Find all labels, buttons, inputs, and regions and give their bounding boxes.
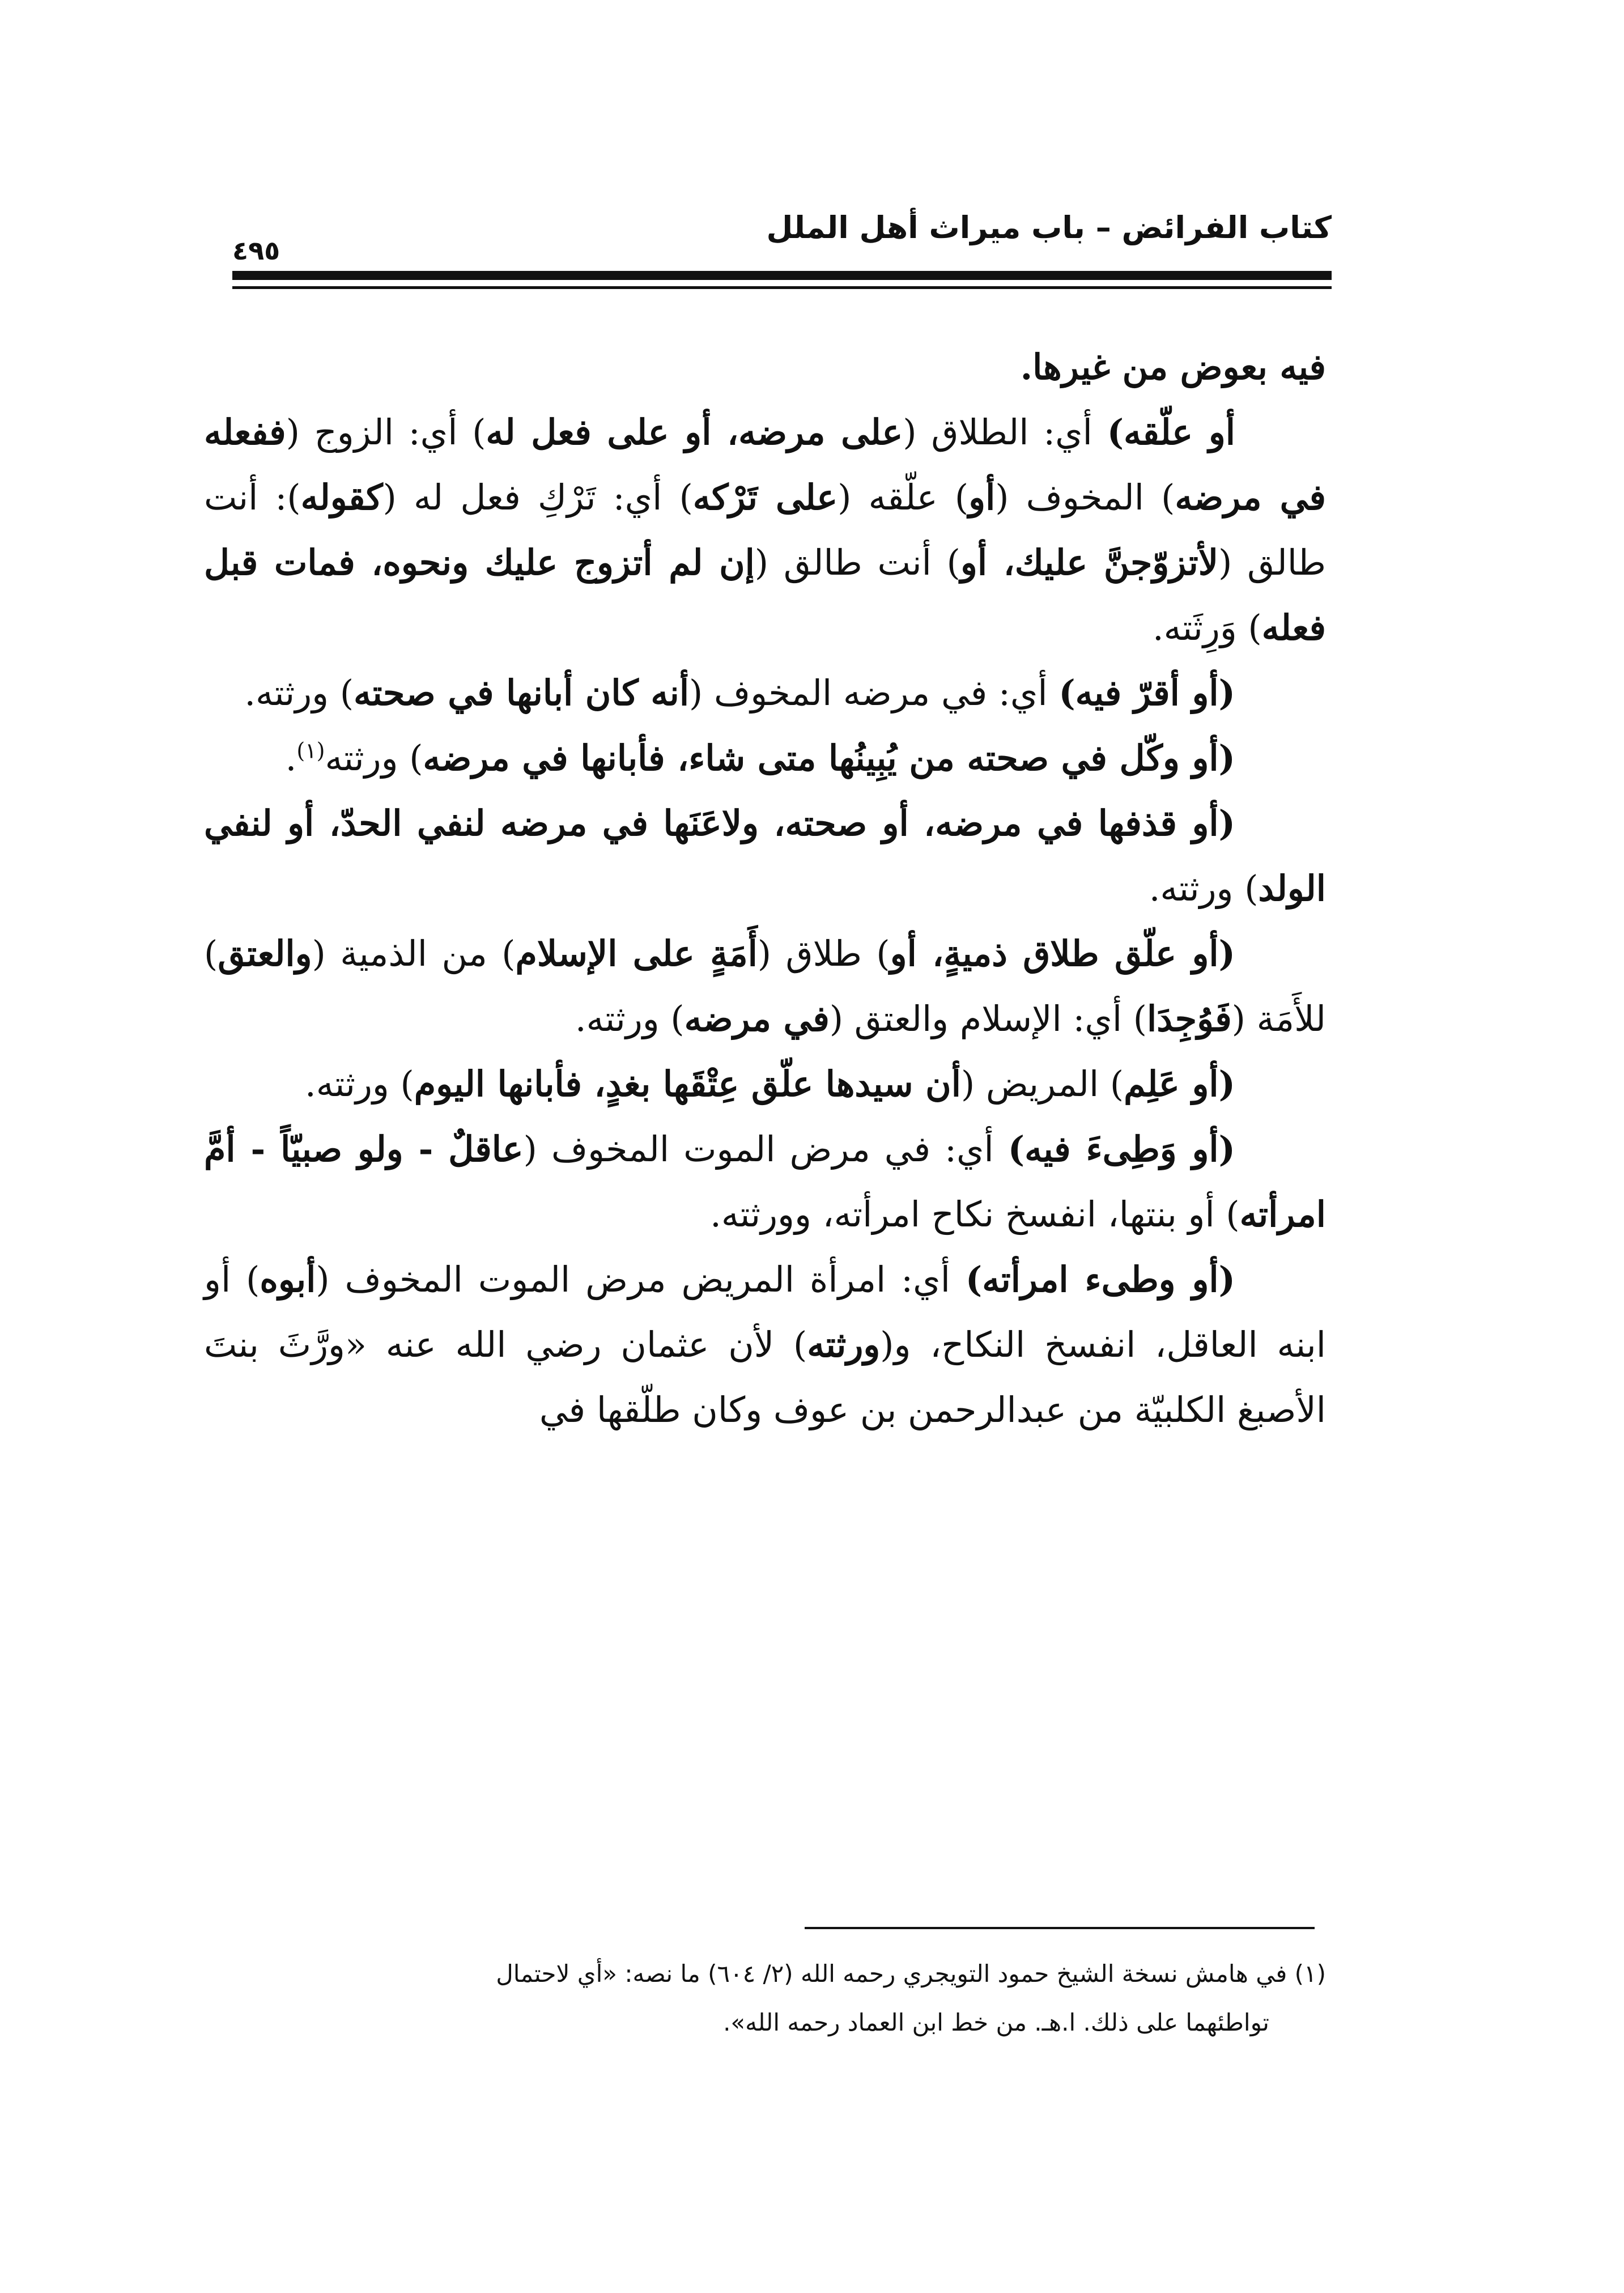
footnotes [204,1950,1326,2047]
p3-seg-b: أي: في مرضه المخوف ( [689,672,1059,714]
p2-seg-k: كقوله [300,477,383,518]
p9-seg-b: أي: امرأة المريض مرض الموت المخوف ( [316,1259,966,1300]
p9-seg-f: ) لأن عثمان رضي الله عنه «ورَّثَ بنتَ الأصبغ الكلبيّة من عبدالرحمن بن عوف وكان طلّقها في [204,1324,1326,1430]
page-number: ٤٩٥ [232,235,280,266]
p2-seg-d: ) أي: الزوج ( [286,411,486,453]
paragraph-7 [204,1051,1326,1116]
p4-seg-a: (أو وكّل في صحته من يُبِينُها متى شاء، فأبانها في مرضه [423,737,1235,779]
p2-seg-o: إن لم أتزوج عليك ونحوه، فمات قبل فعله [204,542,1326,648]
p9-seg-a: (أو وطىء امرأته) [965,1259,1235,1300]
p6-seg-f: ) للأَمَة ( [204,933,1326,1039]
p6-seg-e: والعتق [218,933,312,974]
p2-seg-m: لأتزوّجنَّ عليك، أو [960,542,1219,583]
paragraph-1 [204,334,1326,400]
p6-seg-g: فَوُجِدَا [1147,998,1232,1039]
footnote-line-2: تواطئهما على ذلك. ا.هـ. من خط ابن العماد رحمه الله». [723,2009,1269,2036]
p4-seg-c: . [285,737,297,779]
footnote-line-1: (١) في هامش نسخة الشيخ حمود التويجري رحمه الله (٢/ ٦٠٤) ما نصه: «أي لاحتمال [496,1960,1326,1988]
p6-seg-i: في مرضه [684,998,830,1039]
p3-seg-a: (أو أقرّ فيه) [1058,672,1235,714]
p7-seg-b: ) المريض ( [960,1063,1124,1105]
p2-seg-c: على مرضه، أو على فعل له [486,411,903,453]
p1-text: فيه بعوض من غيرها. [1020,346,1326,388]
p4-seg-b: ) ورثته [325,737,423,779]
p6-seg-a: (أو علّق طلاق ذميةٍ، أو [890,933,1235,974]
p2-seg-f: ) المخوف ( [995,477,1175,518]
p9-seg-c: أبوه [260,1259,316,1300]
header-rule-thick [232,271,1332,280]
p3-seg-d: ) ورثته. [244,672,354,714]
p7-seg-a: (أو عَلِم [1124,1063,1235,1105]
p9-seg-e: ورثته [807,1324,881,1365]
paragraph-8 [204,1116,1326,1247]
running-title: كتاب الفرائض – باب ميراث أهل الملل [766,210,1332,245]
p6-seg-h: ) أي: الإسلام والعتق ( [829,998,1147,1039]
p8-seg-d: ) أو بنتها، انفسخ نكاح امرأته، وورثته. [710,1194,1240,1235]
p3-seg-c: أنه كان أبانها في صحته [354,672,690,714]
p8-seg-a: (أو وَطِىءَ فيه) [1007,1128,1235,1170]
p6-seg-c: أَمَةٍ على الإسلام [515,933,758,974]
p2-seg-p: ) وَرِثَته. [1152,607,1262,648]
p8-seg-c: عاقلٌ - ولو صبيّاً - أمَّ امرأته [204,1128,1326,1235]
paragraph-6 [204,921,1326,1051]
p2-seg-l: ): أنت طالق ( [204,477,1326,583]
p2-seg-h: ) علّقه ( [837,477,969,518]
p7-seg-d: ) ورثته. [305,1063,414,1105]
footnote-separator [805,1927,1315,1929]
paragraph-3 [204,660,1326,725]
paragraph-2 [204,400,1326,660]
p7-seg-c: أن سيدها علّق عِتْقَها بغدٍ، فأبانها اليوم [414,1063,961,1105]
p5-seg-b: ) ورثته. [1149,868,1259,909]
page-header [232,187,1332,278]
p2-seg-g: أو [968,477,996,518]
p6-seg-b: ) طلاق ( [757,933,890,974]
p5-seg-a: (أو قذفها في مرضه، أو صحته، ولاعَنَها في مرضه لنفي الحدّ، أو لنفي الولد [204,802,1326,909]
paragraph-5 [204,791,1326,921]
p9-seg-d: ) أو ابنه العاقل، انفسخ النكاح، و( [204,1259,1326,1365]
footnote-ref-1: (١) [296,738,325,763]
paragraph-9 [204,1247,1326,1442]
p6-seg-j: ) ورثته. [575,998,685,1039]
p2-seg-j: ) أي: تَرْكِ فعل له ( [382,477,693,518]
p6-seg-d: ) من الذمية ( [312,933,516,974]
p8-seg-b: أي: في مرض الموت المخوف ( [523,1128,1008,1170]
main-text [204,334,1326,1442]
p2-seg-b: أي: الطلاق ( [903,411,1107,453]
p2-seg-a: أو علّقه) [1107,411,1235,453]
paragraph-4 [204,725,1326,791]
p2-seg-n: ) أنت طالق ( [754,542,960,583]
header-rule-thin [232,286,1332,289]
p2-seg-i: على تَرْكه [692,477,838,518]
p2-seg-e: ففعله في مرضه [204,411,1326,518]
